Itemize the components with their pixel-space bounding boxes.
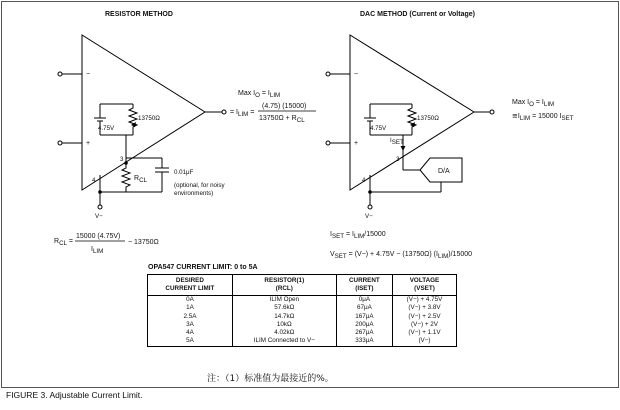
right-ilim-line: ≅ILIM = 15000 ISET — [512, 113, 574, 122]
cell: 267μA — [336, 329, 392, 337]
left-pin4-label: 4 — [92, 177, 96, 184]
cell: 67μA — [336, 304, 392, 312]
left-rcl-label: RCL — [134, 175, 147, 184]
cell: ILIM Open — [232, 296, 336, 305]
cell: 57.6kΩ — [232, 304, 336, 312]
right-pin3-label: 3 — [396, 156, 400, 163]
figure-caption: FIGURE 3. Adjustable Current Limit. — [6, 390, 143, 400]
left-ilim-lhs: = ILIM = — [230, 109, 255, 118]
cell: 0μA — [336, 296, 392, 305]
left-cap-value: 0.01μF — [174, 169, 194, 176]
right-ref-voltage: 4.75V — [370, 125, 387, 132]
right-vminus-label: V− — [365, 213, 373, 220]
table-header-row — [148, 275, 457, 296]
left-title: RESISTOR METHOD — [105, 11, 173, 18]
footnote: 注：（1）标准值为最接近的%。 — [207, 374, 334, 384]
cell: 14.7kΩ — [232, 313, 336, 321]
current-limit-table — [147, 274, 457, 347]
right-iset-label: ISET — [390, 137, 404, 146]
cell: (V−) + 4.75V — [393, 296, 457, 305]
left-output-terminal — [222, 110, 226, 114]
right-max-io: Max IO = ILIM — [512, 99, 555, 108]
cell: (V−) — [393, 337, 457, 346]
cell: 1A — [148, 304, 233, 312]
right-resistor-label: 13750Ω — [417, 115, 439, 122]
left-vminus-label: V− — [95, 213, 103, 220]
cell: 200μA — [336, 321, 392, 329]
left-pin3-label: 3 — [120, 156, 124, 163]
cell: (V−) + 2.5V — [393, 313, 457, 321]
left-input-minus-terminal — [58, 72, 62, 76]
left-ilim-numerator: (4.75) (15000) — [262, 103, 307, 110]
cell: (V−) + 3.8V — [393, 304, 457, 312]
dac-label: D/A — [438, 168, 450, 175]
right-input-minus-terminal — [326, 72, 330, 76]
left-ilim-denominator: 13750Ω + RCL — [259, 115, 305, 124]
cell: (V−) + 2V — [393, 321, 457, 329]
vset-formula: VSET = (V−) + 4.75V − (13750Ω) (ILIM)/15000 — [330, 251, 473, 260]
cell: (V−) + 1.1V — [393, 329, 457, 337]
left-max-io: Max IO = ILIM — [238, 90, 281, 99]
cell: 0A — [148, 296, 233, 305]
cell: 3A — [148, 321, 233, 329]
rcl-formula-numerator: 15000 (4.75V) — [76, 233, 121, 240]
left-resistor-label: 13750Ω — [138, 115, 160, 122]
rcl-formula-denominator: ILIM — [91, 246, 104, 255]
rcl-formula-tail: − 13750Ω — [128, 239, 159, 246]
table-row — [148, 304, 457, 312]
rcl-formula-lhs: RCL = — [54, 238, 74, 247]
right-plus-sign: + — [354, 140, 359, 147]
left-cap-note-2: environments) — [174, 190, 214, 197]
left-cap-note-1: (optional, for noisy — [174, 182, 225, 189]
right-internal-resistor — [408, 104, 416, 135]
right-title: DAC METHOD (Current or Voltage) — [360, 11, 475, 18]
cell: 4.02kΩ — [232, 329, 336, 337]
cell: 2.5A — [148, 313, 233, 321]
cell: 4A — [148, 329, 233, 337]
cell: 5A — [148, 337, 233, 346]
left-rcl-resistor — [122, 163, 130, 192]
table-row — [148, 337, 457, 346]
cell: 333μA — [336, 337, 392, 346]
right-pin4-label: 4 — [362, 177, 366, 184]
table-row — [148, 313, 457, 321]
cell: 10kΩ — [232, 321, 336, 329]
left-vminus-terminal — [98, 205, 102, 209]
right-vminus-terminal — [368, 205, 372, 209]
left-internal-resistor — [129, 104, 137, 135]
right-input-plus-terminal — [326, 141, 330, 145]
table-row — [148, 321, 457, 329]
table-row — [148, 329, 457, 337]
left-ref-voltage: 4.75V — [98, 125, 115, 132]
table-title: OPA547 CURRENT LIMIT: 0 to 5A — [148, 264, 258, 271]
cell: ILIM Connected to V− — [232, 337, 336, 346]
left-plus-sign: + — [86, 140, 91, 147]
header-current: CURRENT (ISET) — [336, 275, 392, 296]
cell: 167μA — [336, 313, 392, 321]
header-voltage: VOLTAGE (VSET) — [393, 275, 457, 296]
left-minus-sign: − — [86, 71, 91, 78]
header-resistor: RESISTOR(1) (RCL) — [232, 275, 336, 296]
left-input-plus-terminal — [58, 141, 62, 145]
table-row — [148, 296, 457, 305]
iset-formula: ISET = ILIM/15000 — [330, 231, 386, 240]
header-desired: DESIRED CURRENT LIMIT — [148, 275, 233, 296]
right-minus-sign: − — [354, 71, 359, 78]
right-output-terminal — [490, 110, 494, 114]
